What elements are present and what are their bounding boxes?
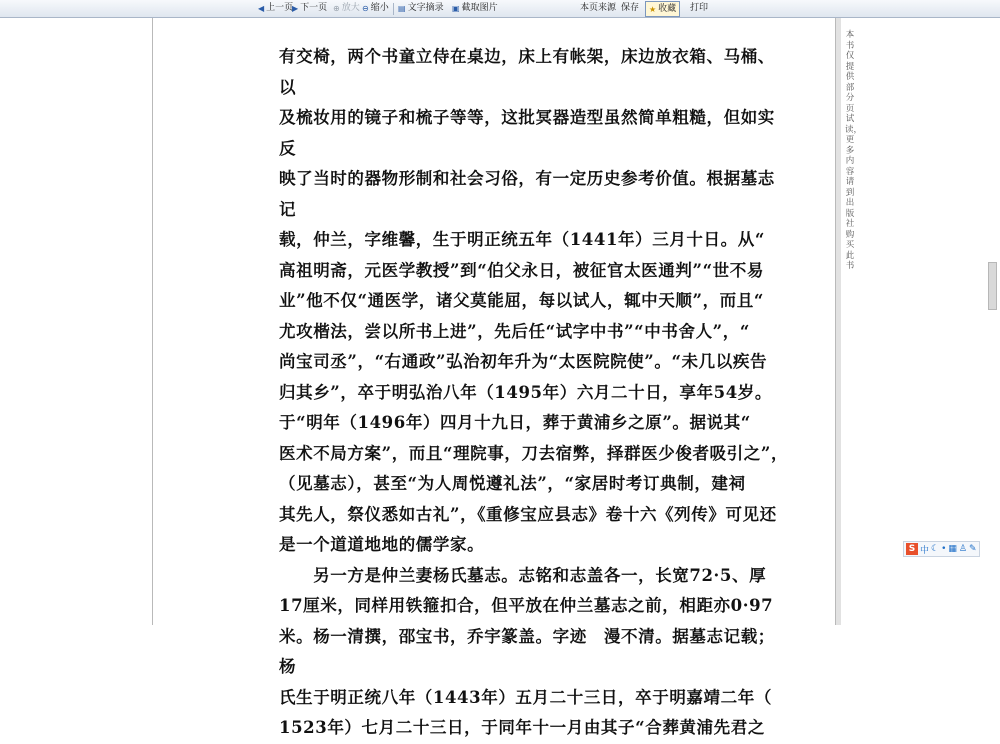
text-line: 载，仲兰，字维馨，生于明正统五年（1441年）三月十日。从“ (279, 230, 765, 249)
ime-toolbar[interactable] (903, 541, 980, 557)
viewer-left-margin (0, 18, 152, 625)
print-label: 打印 (690, 3, 709, 13)
text-extract-button[interactable] (398, 2, 444, 15)
text-line: 高祖明斋，元医学教授”到“伯父永日，被征官太医通判”“世不易 (279, 260, 764, 280)
toolbar-divider (393, 3, 394, 15)
sogou-logo-icon: S (906, 543, 918, 555)
arrow-left-icon: ◀ (258, 4, 265, 13)
zoom-out-label: 缩小 (370, 3, 389, 13)
favorite-label: 收藏 (658, 3, 677, 14)
page-source-label: 本页来源 (580, 3, 617, 13)
text-line: 业”他不仅“通医学，诸父莫能屈，每以试人，辄中天顺”，而且“ (279, 291, 764, 310)
zoom-in-button[interactable] (333, 2, 360, 15)
print-button[interactable] (690, 2, 708, 15)
capture-image-button[interactable] (452, 2, 498, 15)
trial-notice: 本书仅提供部分页试读，更多内容请到出版社购买此书 (845, 30, 863, 271)
text-extract-label: 文字摘录 (407, 3, 444, 13)
text-line: 氏生于明正统八年（1443年）五月二十三日，卒于明嘉靖二年（ (279, 687, 772, 707)
text-line: 米。杨一清撰，邵宝书，乔宇篆盖。字迹 漫不清。据墓志记载；杨 (279, 626, 775, 676)
text-line: 医术不局方案”，而且“理院事，刀去宿弊，择群医少俊者吸引之”， (279, 443, 789, 463)
tools-icon[interactable]: ✎ (969, 544, 977, 554)
text-line: （见墓志），甚至“为人周悦遵礼法”，“家居时考订典制，建祠 (279, 474, 746, 493)
ime-language[interactable]: 中 (920, 545, 930, 556)
user-icon[interactable]: ♙ (958, 544, 967, 554)
text-line: 尚宝司丞”，“右通政”弘治初年升为“太医院院使”。“未几以疾告 (279, 352, 768, 371)
prev-page-label: 上一页 (266, 3, 294, 13)
page-text (279, 42, 789, 744)
text-line: 17厘米，同样用铁箍扣合，但平放在仲兰墓志之前，相距亦0·97 (279, 596, 774, 615)
image-icon: ▣ (452, 4, 460, 13)
favorite-button[interactable] (645, 1, 680, 17)
keyboard-icon[interactable]: ▦ (948, 544, 957, 554)
moon-icon[interactable]: ☾ (931, 544, 940, 554)
text-line: 另一方是仲兰妻杨氏墓志。志铭和志盖各一，长宽72·5、厚 (279, 565, 767, 585)
right-side-panel (841, 18, 1000, 625)
scroll-thumb[interactable] (988, 262, 997, 310)
save-label: 保存 (621, 3, 640, 13)
save-button[interactable] (621, 2, 639, 15)
text-line: 有交椅，两个书童立侍在桌边，床上有帐架，床边放衣箱、马桶、以 (279, 47, 775, 97)
text-line: 及梳妆用的镜子和梳子等等，这批冥器造型虽然简单粗糙，但如实反 (279, 108, 775, 158)
prev-page-button[interactable] (258, 2, 293, 15)
text-line: 映了当时的器物形制和社会习俗，有一定历史参考价值。根据墓志记 (279, 169, 775, 219)
star-icon: ★ (649, 4, 657, 14)
zoom-in-label: 放大 (341, 3, 360, 13)
punctuation-icon[interactable]: • (941, 544, 947, 554)
arrow-right-icon: ▶ (292, 4, 299, 13)
zoom-out-icon: ⊖ (362, 4, 369, 13)
viewer-toolbar (0, 0, 1000, 18)
capture-image-label: 截取图片 (461, 3, 498, 13)
document-page (152, 18, 836, 737)
next-page-button[interactable] (292, 2, 327, 15)
zoom-out-button[interactable] (362, 2, 389, 15)
text-page-icon: ▤ (398, 4, 406, 13)
text-line: 其先人，祭仪悉如古礼”，《重修宝应县志》卷十六《列传》可见还 (279, 504, 777, 524)
text-line: 尤攻楷法，尝以所书上进”，先后任“试字中书”“中书舍人”，“ (279, 321, 750, 341)
text-line: 于“明年（1496年）四月十九日，葬于黄浦乡之原”。据说其“ (279, 413, 751, 432)
text-line: 1523年）七月二十三日，于同年十一月由其子“合葬黄浦先君之 (279, 718, 765, 737)
page-source-button[interactable] (580, 2, 616, 15)
next-page-label: 下一页 (300, 3, 328, 13)
text-line: 归其乡”，卒于明弘治八年（1495年）六月二十日，享年54岁。 (279, 382, 772, 402)
text-line: 是一个道道地地的儒学家。 (279, 535, 485, 554)
zoom-in-icon: ⊕ (333, 4, 340, 13)
